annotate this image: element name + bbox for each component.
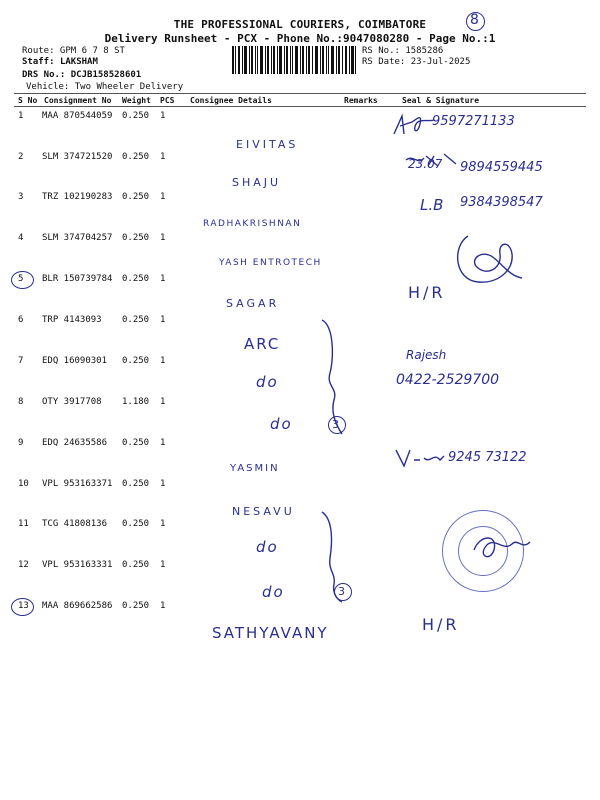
rs-date: RS Date: 23-Jul-2025 — [362, 57, 471, 67]
signature-date: 23.07 — [408, 157, 443, 171]
row-sno: 3 — [18, 192, 24, 202]
consignee-handwritten: SHAJU — [232, 176, 282, 189]
row-sno: 2 — [18, 152, 24, 162]
row-weight: 0.250 — [122, 356, 150, 366]
col-consignment: Consignment No — [44, 96, 112, 105]
row-consignment: SLM 374704257 — [42, 233, 113, 243]
row-consignment: MAA 870544059 — [42, 111, 113, 121]
signature-phone: 9245 73122 — [448, 450, 527, 465]
consignee-handwritten: SAGAR — [226, 297, 280, 310]
row-weight: 0.250 — [122, 479, 150, 489]
route-label: Route: GPM 6 7 8 ST — [22, 46, 125, 56]
row-consignment: BLR 150739784 — [42, 274, 113, 284]
vehicle-label: Vehicle: Two Wheeler Delivery — [26, 82, 184, 92]
row-consignment: MAA 869662586 — [42, 601, 113, 611]
group-count-1: 3 — [332, 418, 339, 431]
row-weight: 0.250 — [122, 560, 150, 570]
consignee-handwritten: SATHYAVANY — [212, 624, 329, 642]
consignee-ditto: do — [270, 415, 293, 433]
col-sno: S No — [18, 96, 38, 105]
row-weight: 0.250 — [122, 438, 150, 448]
row-weight: 0.250 — [122, 233, 150, 243]
row-consignment: EDQ 24635586 — [42, 438, 108, 448]
row-consignment: TRZ 102190283 — [42, 192, 113, 202]
signature-scribble — [394, 446, 446, 470]
row-pcs: 1 — [160, 192, 166, 202]
row-weight: 0.250 — [122, 152, 150, 162]
row-weight: 0.250 — [122, 315, 150, 325]
row-pcs: 1 — [160, 315, 166, 325]
signature-name: Rajesh — [406, 348, 447, 362]
row-consignment: VPL 953163331 — [42, 560, 113, 570]
group-count-circle — [328, 416, 346, 434]
sno-circle-mark — [11, 271, 34, 289]
row-weight: 0.250 — [122, 519, 150, 529]
consignee-handwritten: YASMIN — [230, 463, 280, 474]
row-pcs: 1 — [160, 356, 166, 366]
row-consignment: SLM 374721520 — [42, 152, 113, 162]
signature-scribble — [448, 228, 528, 288]
corner-mark-circle — [466, 12, 485, 31]
row-sno: 8 — [18, 397, 24, 407]
row-sno: 5 — [18, 274, 24, 284]
row-weight: 0.250 — [122, 111, 150, 121]
runsheet-title: THE PROFESSIONAL COURIERS, COIMBATORE — [173, 18, 427, 31]
col-pcs: PCS — [160, 96, 175, 105]
table-row — [0, 356, 600, 397]
barcode-image — [232, 46, 356, 74]
col-consignee: Consignee Details — [190, 96, 272, 105]
signature-scribble — [404, 150, 462, 172]
row-weight: 1.180 — [122, 397, 150, 407]
signature-remark: H/R — [422, 615, 460, 634]
table-row — [0, 397, 600, 438]
signature-remark: H/R — [408, 283, 446, 302]
row-consignment: OTY 3917708 — [42, 397, 102, 407]
consignee-handwritten: YASH ENTROTECH — [219, 258, 322, 268]
signature-scribble — [470, 526, 534, 566]
rs-number: RS No.: 1585286 — [362, 46, 444, 56]
staff-name: LAKSHAM — [59, 57, 98, 67]
row-weight: 0.250 — [122, 274, 150, 284]
row-pcs: 1 — [160, 479, 166, 489]
table-row — [0, 315, 600, 356]
row-sno: 10 — [18, 479, 29, 489]
row-pcs: 1 — [160, 397, 166, 407]
row-pcs: 1 — [160, 233, 166, 243]
row-sno: 12 — [18, 560, 29, 570]
staff-label: Staff: LAKSHAM — [22, 57, 98, 67]
row-pcs: 1 — [160, 560, 166, 570]
signature-phone: 9894559445 — [460, 160, 543, 175]
row-sno: 1 — [18, 111, 24, 121]
consignee-ditto: do — [256, 373, 279, 391]
consignee-ditto: do — [256, 538, 279, 556]
row-pcs: 1 — [160, 519, 166, 529]
group-count-2: 3 — [338, 585, 345, 598]
table-row — [0, 479, 600, 520]
consignee-handwritten: EIVITAS — [236, 138, 299, 151]
consignee-ditto: do — [262, 583, 285, 601]
row-sno: 9 — [18, 438, 24, 448]
signature-phone: 0422-2529700 — [396, 372, 500, 388]
col-remarks: Remarks — [344, 96, 378, 105]
signature-phone: 9384398547 — [460, 195, 543, 210]
drs-number: DRS No.: DCJB158528601 — [22, 70, 142, 80]
row-consignment: VPL 953163371 — [42, 479, 113, 489]
signature-initials: L.B — [420, 196, 444, 214]
row-consignment: TCG 41808136 — [42, 519, 108, 529]
row-pcs: 1 — [160, 111, 166, 121]
sno-circle-mark — [11, 598, 34, 616]
runsheet-subtitle: Delivery Runsheet - PCX - Phone No.:9047080280 - Page No.:1 — [104, 32, 496, 45]
col-seal: Seal & Signature — [402, 96, 480, 105]
row-pcs: 1 — [160, 438, 166, 448]
header-bottom-rule — [14, 106, 586, 107]
row-consignment: TRP 4143093 — [42, 315, 102, 325]
row-consignment: EDQ 16090301 — [42, 356, 108, 366]
signature-scribble — [392, 112, 436, 140]
signature-phone: 9597271133 — [432, 114, 515, 129]
corner-page-mark: 8 — [470, 12, 479, 28]
row-pcs: 1 — [160, 152, 166, 162]
row-pcs: 1 — [160, 274, 166, 284]
row-sno: 4 — [18, 233, 24, 243]
group-count-circle — [334, 583, 352, 601]
row-sno: 13 — [18, 601, 29, 611]
header-top-rule — [14, 93, 586, 94]
consignee-handwritten: NESAVU — [232, 505, 295, 518]
row-weight: 0.250 — [122, 192, 150, 202]
row-sno: 11 — [18, 519, 29, 529]
row-sno: 6 — [18, 315, 24, 325]
row-pcs: 1 — [160, 601, 166, 611]
row-sno: 7 — [18, 356, 24, 366]
consignee-handwritten: RADHAKRISHNAN — [203, 219, 302, 229]
row-weight: 0.250 — [122, 601, 150, 611]
col-weight: Weight — [122, 96, 151, 105]
consignee-handwritten: ARC — [244, 335, 281, 353]
